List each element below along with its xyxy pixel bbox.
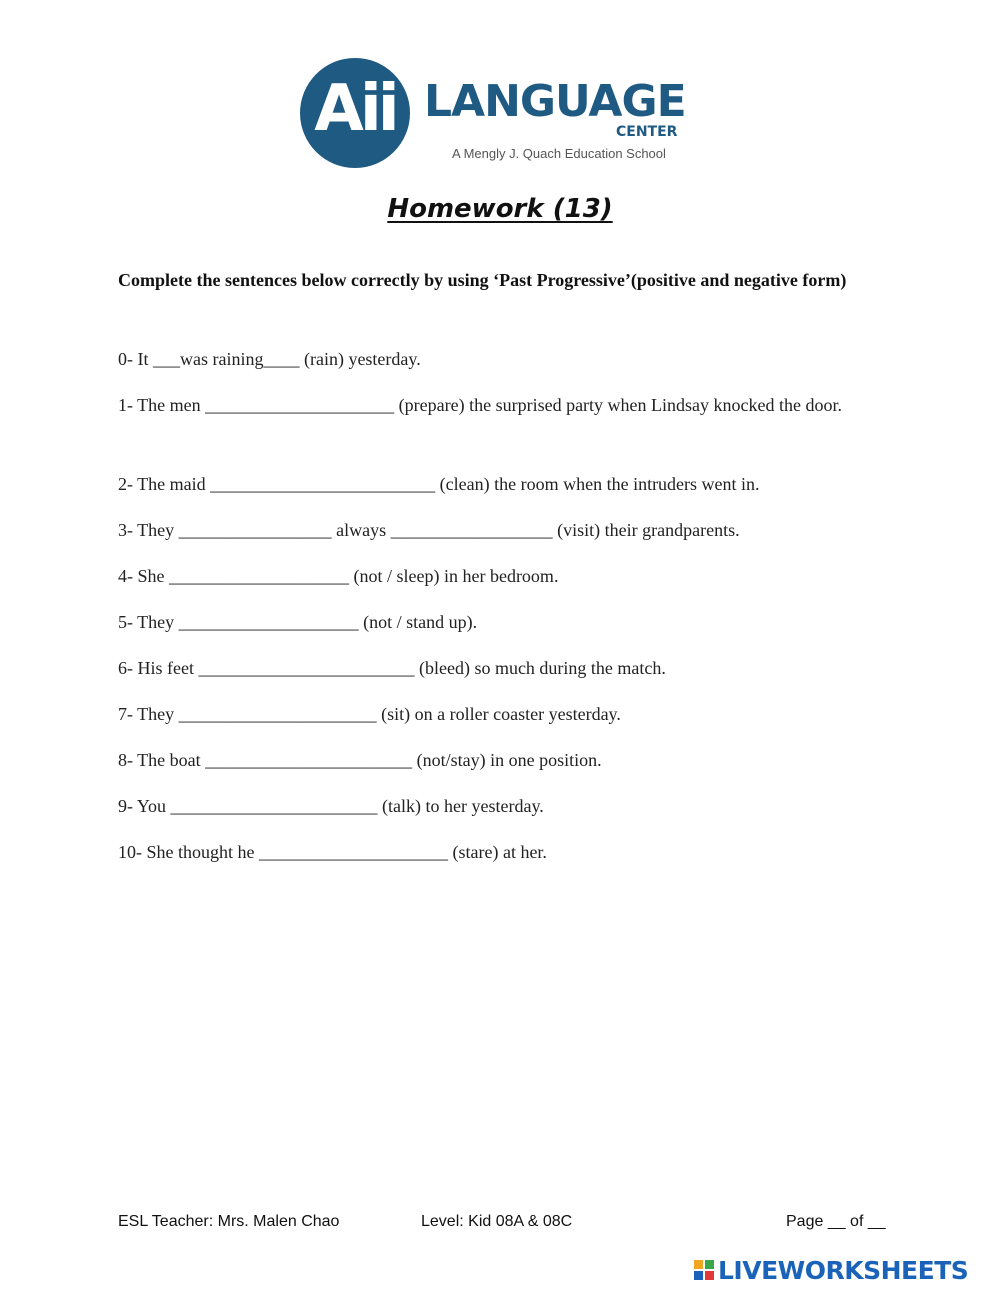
logo-sub: CENTER	[616, 124, 678, 140]
footer-page: Page __ of __	[786, 1213, 886, 1230]
logo-mark: Aii	[300, 58, 410, 168]
page-title: Homework (13)	[387, 194, 613, 224]
liveworksheets-logo-icon	[694, 1260, 714, 1280]
question-item: 1- The men _____________________ (prepare) the surprised party when Lindsay knocked the door.	[118, 395, 842, 415]
question-item: 5- They ____________________ (not / stand up).	[118, 612, 478, 632]
footer-level: Level: Kid 08A & 08C	[421, 1213, 573, 1230]
question-item: 2- The maid _________________________ (clean) the room when the intruders went in.	[118, 474, 760, 494]
question-item: 0- It ___was raining____ (rain) yesterday.	[118, 349, 421, 369]
liveworksheets-text: LIVEWORKSHEETS	[718, 1255, 969, 1285]
liveworksheets-watermark	[694, 1255, 968, 1285]
question-item: 3- They _________________ always __________________ (visit) their grandparents.	[118, 520, 740, 540]
school-logo	[300, 56, 686, 172]
footer-teacher: ESL Teacher: Mrs. Malen Chao	[118, 1213, 340, 1230]
instructions: Complete the sentences below correctly by using ‘Past Progressive’(positive and negative form)	[118, 270, 847, 290]
logo-name: LANGUAGE	[424, 76, 686, 127]
logo-tagline: A Mengly J. Quach Education School	[452, 146, 666, 161]
question-item: 4- She ____________________ (not / sleep) in her bedroom.	[118, 566, 559, 586]
question-item: 6- His feet ________________________ (bleed) so much during the match.	[118, 658, 666, 678]
question-item: 10- She thought he _____________________ (stare) at her.	[118, 842, 547, 862]
question-item: 9- You _______________________ (talk) to her yesterday.	[118, 796, 544, 816]
question-item: 7- They ______________________ (sit) on a roller coaster yesterday.	[118, 704, 621, 724]
question-item: 8- The boat _______________________ (not/stay) in one position.	[118, 750, 602, 770]
